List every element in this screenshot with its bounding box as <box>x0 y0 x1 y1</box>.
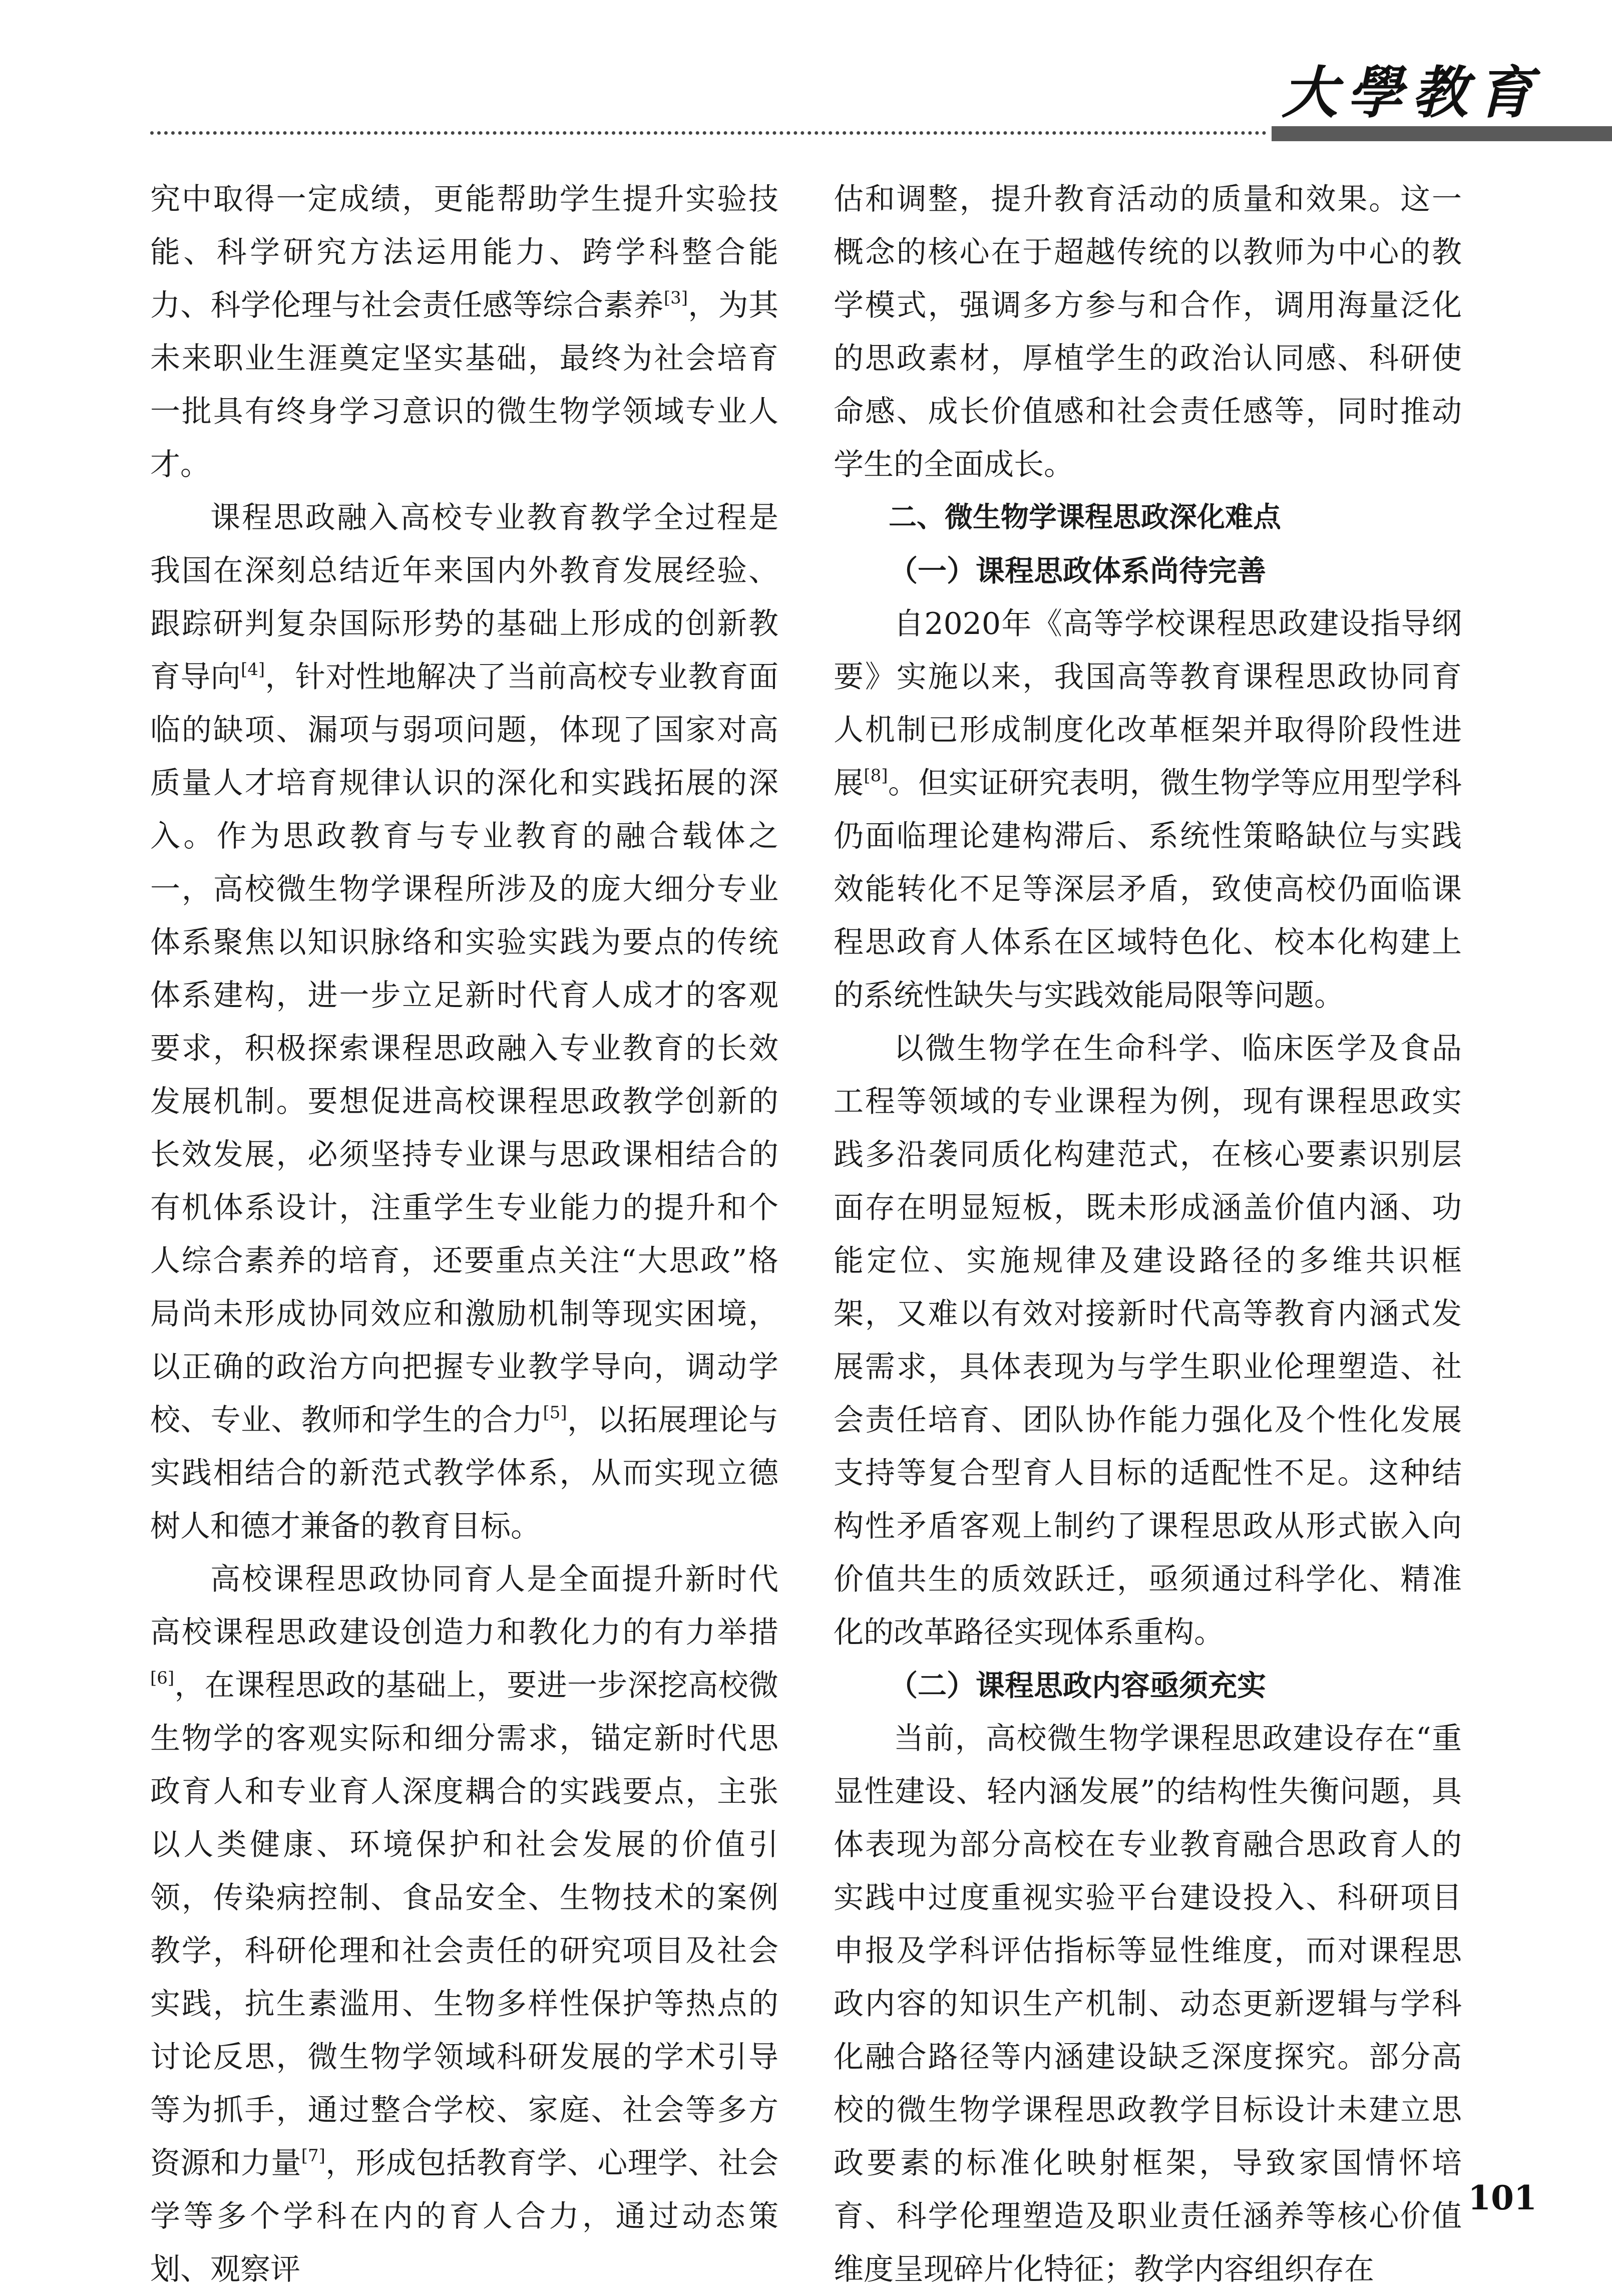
subsection-heading: （一）课程思政体系尚待完善 <box>889 554 1267 588</box>
citation: [6] <box>150 1668 175 1688</box>
header-dotted-rule <box>150 131 1267 135</box>
citation: [4] <box>241 660 265 680</box>
left-column <box>150 173 779 2287</box>
section-heading: 二、微生物学课程思政深化难点 <box>889 501 1281 534</box>
subsection-heading: （二）课程思政内容亟须充实 <box>889 1669 1267 1703</box>
citation: [8] <box>864 766 888 786</box>
paragraph: 自2020年《高等学校课程思政建设指导纲要》实施以来，我国高等教育课程思政协同育人机制已形成制度化改革框架并取得阶段性进展[8]。但实证研究表明，微生物学等应用型学科仍面临理论建构滞后、系统性策略缺位与实践效能转化不足等深层矛盾，致使高校仍面临课程思政育人体系在区域特色化、校本化构建上的系统性缺失与实践效能局限等问题。 <box>834 606 1462 1013</box>
paragraph: 高校课程思政协同育人是全面提升新时代高校课程思政建设创造力和教化力的有力举措[6]，在课程思政的基础上，要进一步深挖高校微生物学的客观实际和细分需求，锚定新时代思政育人和专业育人深度耦合的实践要点，主张以人类健康、环境保护和社会发展的价值引领，传染病控制、食品安全、生物技术的案例教学，科研伦理和社会责任的研究项目及社会实践，抗生素滥用、生物多样性保护等热点的讨论反思，微生物学领域科研发展的学术引导等为抓手，通过整合学校、家庭、社会等多方资源和力量[7]，形成包括教育学、心理学、社会学等多个学科在内的育人合力，通过动态策划、观察评 <box>150 1562 779 2287</box>
paragraph: 课程思政融入高校专业教育教学全过程是我国在深刻总结近年来国内外教育发展经验、跟踪研判复杂国际形势的基础上形成的创新教育导向[4]，针对性地解决了当前高校专业教育面临的缺项、漏项与弱项问题，体现了国家对高质量人才培育规律认识的深化和实践拓展的深入。作为思政教育与专业教育的融合载体之一，高校微生物学课程所涉及的庞大细分专业体系聚焦以知识脉络和实验实践为要点的传统体系建构，进一步立足新时代育人成才的客观要求，积极探索课程思政融入专业教育的长效发展机制。要想促进高校课程思政教学创新的长效发展，必须坚持专业课与思政课相结合的有机体系设计，注重学生专业能力的提升和个人综合素养的培育，还要重点关注“大思政”格局尚未形成协同效应和激励机制等现实困境，以正确的政治方向把握专业教学导向，调动学校、专业、教师和学生的合力[5]，以拓展理论与实践相结合的新范式教学体系，从而实现立德树人和德才兼备的教育目标。 <box>150 500 779 1544</box>
header-bar <box>1272 126 1612 141</box>
right-column <box>834 173 1462 2287</box>
citation: [5] <box>543 1403 567 1423</box>
paragraph: 估和调整，提升教育活动的质量和效果。这一概念的核心在于超越传统的以教师为中心的教学模式，强调多方参与和合作，调用海量泛化的思政素材，厚植学生的政治认同感、科研使命感、成长价值感和社会责任感等，同时推动学生的全面成长。 <box>834 182 1462 482</box>
citation: [3] <box>663 288 688 308</box>
paragraph: 以微生物学在生命科学、临床医学及食品工程等领域的专业课程为例，现有课程思政实践多沿袭同质化构建范式，在核心要素识别层面存在明显短板，既未形成涵盖价值内涵、功能定位、实施规律及建设路径的多维共识框架，又难以有效对接新时代高等教育内涵式发展需求，具体表现为与学生职业伦理塑造、社会责任培育、团队协作能力强化及个性化发展支持等复合型育人目标的适配性不足。这种结构性矛盾客观上制约了课程思政从形式嵌入向价值共生的质效跃迁，亟须通过科学化、精准化的改革路径实现体系重构。 <box>834 1031 1462 1650</box>
citation: [7] <box>301 2146 325 2166</box>
page-number: 101 <box>1468 2178 1537 2217</box>
paragraph: 究中取得一定成绩，更能帮助学生提升实验技能、科学研究方法运用能力、跨学科整合能力、科学伦理与社会责任感等综合素养[3]，为其未来职业生涯奠定坚实基础，最终为社会培育一批具有终身学习意识的微生物学领域专业人才。 <box>150 182 779 482</box>
paragraph: 当前，高校微生物学课程思政建设存在“重显性建设、轻内涵发展”的结构性失衡问题，具体表现为部分高校在专业教育融合思政育人的实践中过度重视实验平台建设投入、科研项目申报及学科评估指标等显性维度，而对课程思政内容的知识生产机制、动态更新逻辑与学科化融合路径等内涵建设缺乏深度探究。部分高校的微生物学课程思政教学目标设计未建立思政要素的标准化映射框架，导致家国情怀培育、科学伦理塑造及职业责任涵养等核心价值维度呈现碎片化特征；教学内容组织存在 <box>834 1721 1462 2287</box>
journal-logo: 大學教育 <box>1282 60 1542 126</box>
